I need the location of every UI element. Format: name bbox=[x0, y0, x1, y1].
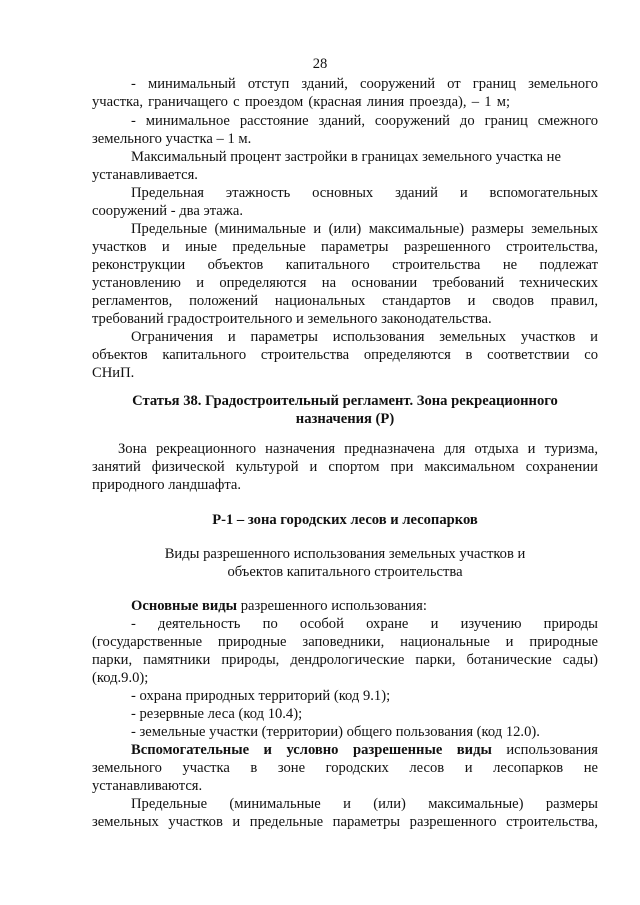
text-line: (код.9.0); bbox=[92, 670, 149, 686]
text-line: Предельная этажность основных зданий и вспомогательных bbox=[131, 185, 598, 201]
text-line: занятий физической культурой и спортом при максимальном сохранении bbox=[92, 459, 598, 475]
text-line: участка, граничащего с проездом (красная линия проезда), – 1 м; bbox=[92, 94, 510, 110]
text-line: - минимальный отступ зданий, сооружений от границ земельного bbox=[131, 76, 598, 92]
text-span: использования bbox=[491, 742, 598, 758]
text-line: регламентов, положений национальных стандартов и сводов правил, bbox=[92, 293, 598, 309]
text-line: участков и иные предельные параметры разрешенного строительства, bbox=[92, 239, 598, 255]
text-line: Максимальный процент застройки в границах земельного участка не bbox=[131, 149, 561, 165]
text-line: объектов капитального строительства определяются в соответствии со bbox=[92, 347, 598, 363]
text-line bbox=[131, 597, 598, 615]
text-line: требований градостроительного и земельного законодательства. bbox=[92, 311, 492, 327]
section-heading: Виды разрешенного использования земельных участков и bbox=[164, 546, 526, 562]
article-heading: назначения (Р) bbox=[295, 411, 395, 427]
text-line: Зона рекреационного назначения предназначена для отдыха и туризма, bbox=[118, 441, 598, 457]
bold-term: Основные виды bbox=[131, 598, 238, 614]
text-line: - деятельность по особой охране и изучению природы bbox=[131, 616, 598, 632]
text-line: Предельные (минимальные и (или) максимальные) размеры земельных bbox=[131, 221, 598, 237]
text-line: земельного участка в зоне городских лесов и лесопарков не bbox=[92, 760, 598, 776]
text-line: земельного участка – 1 м. bbox=[92, 131, 252, 147]
text-line: СНиП. bbox=[92, 365, 135, 381]
text-line: земельных участков и предельные параметры разрешенного строительства, bbox=[92, 814, 598, 830]
text-line: Ограничения и параметры использования земельных участков и bbox=[131, 329, 598, 345]
text-line: - охрана природных территорий (код 9.1); bbox=[131, 688, 391, 704]
text-line: - земельные участки (территории) общего пользования (код 12.0). bbox=[131, 724, 540, 740]
text-line: установлению и определяются на основании требований технических bbox=[92, 275, 598, 291]
page-number: 28 bbox=[312, 56, 328, 72]
text-line: природного ландшафта. bbox=[92, 477, 242, 493]
text-span: разрешенного использования: bbox=[237, 598, 427, 614]
text-line: - резервные леса (код 10.4); bbox=[131, 706, 303, 722]
text-line: реконструкции объектов капитального строительства не подлежат bbox=[92, 257, 598, 273]
text-line: Предельные (минимальные и (или) максимальные) размеры bbox=[131, 796, 598, 812]
zone-heading: Р-1 – зона городских лесов и лесопарков bbox=[212, 512, 478, 528]
text-line: устанавливается. bbox=[92, 167, 198, 183]
text-line: сооружений - два этажа. bbox=[92, 203, 243, 219]
text-line: устанавливаются. bbox=[92, 778, 203, 794]
text-line: (государственные природные заповедники, национальные и природные bbox=[92, 634, 598, 650]
text-line: - минимальное расстояние зданий, сооружений до границ смежного bbox=[131, 113, 598, 129]
text-line bbox=[131, 741, 598, 759]
section-heading: объектов капитального строительства bbox=[227, 564, 463, 580]
text-line: парки, памятники природы, дендрологические парки, ботанические сады) bbox=[92, 652, 598, 668]
article-heading: Статья 38. Градостроительный регламент. Зона рекреационного bbox=[132, 393, 558, 409]
bold-term: Вспомогательные и условно разрешенные виды bbox=[131, 742, 492, 758]
